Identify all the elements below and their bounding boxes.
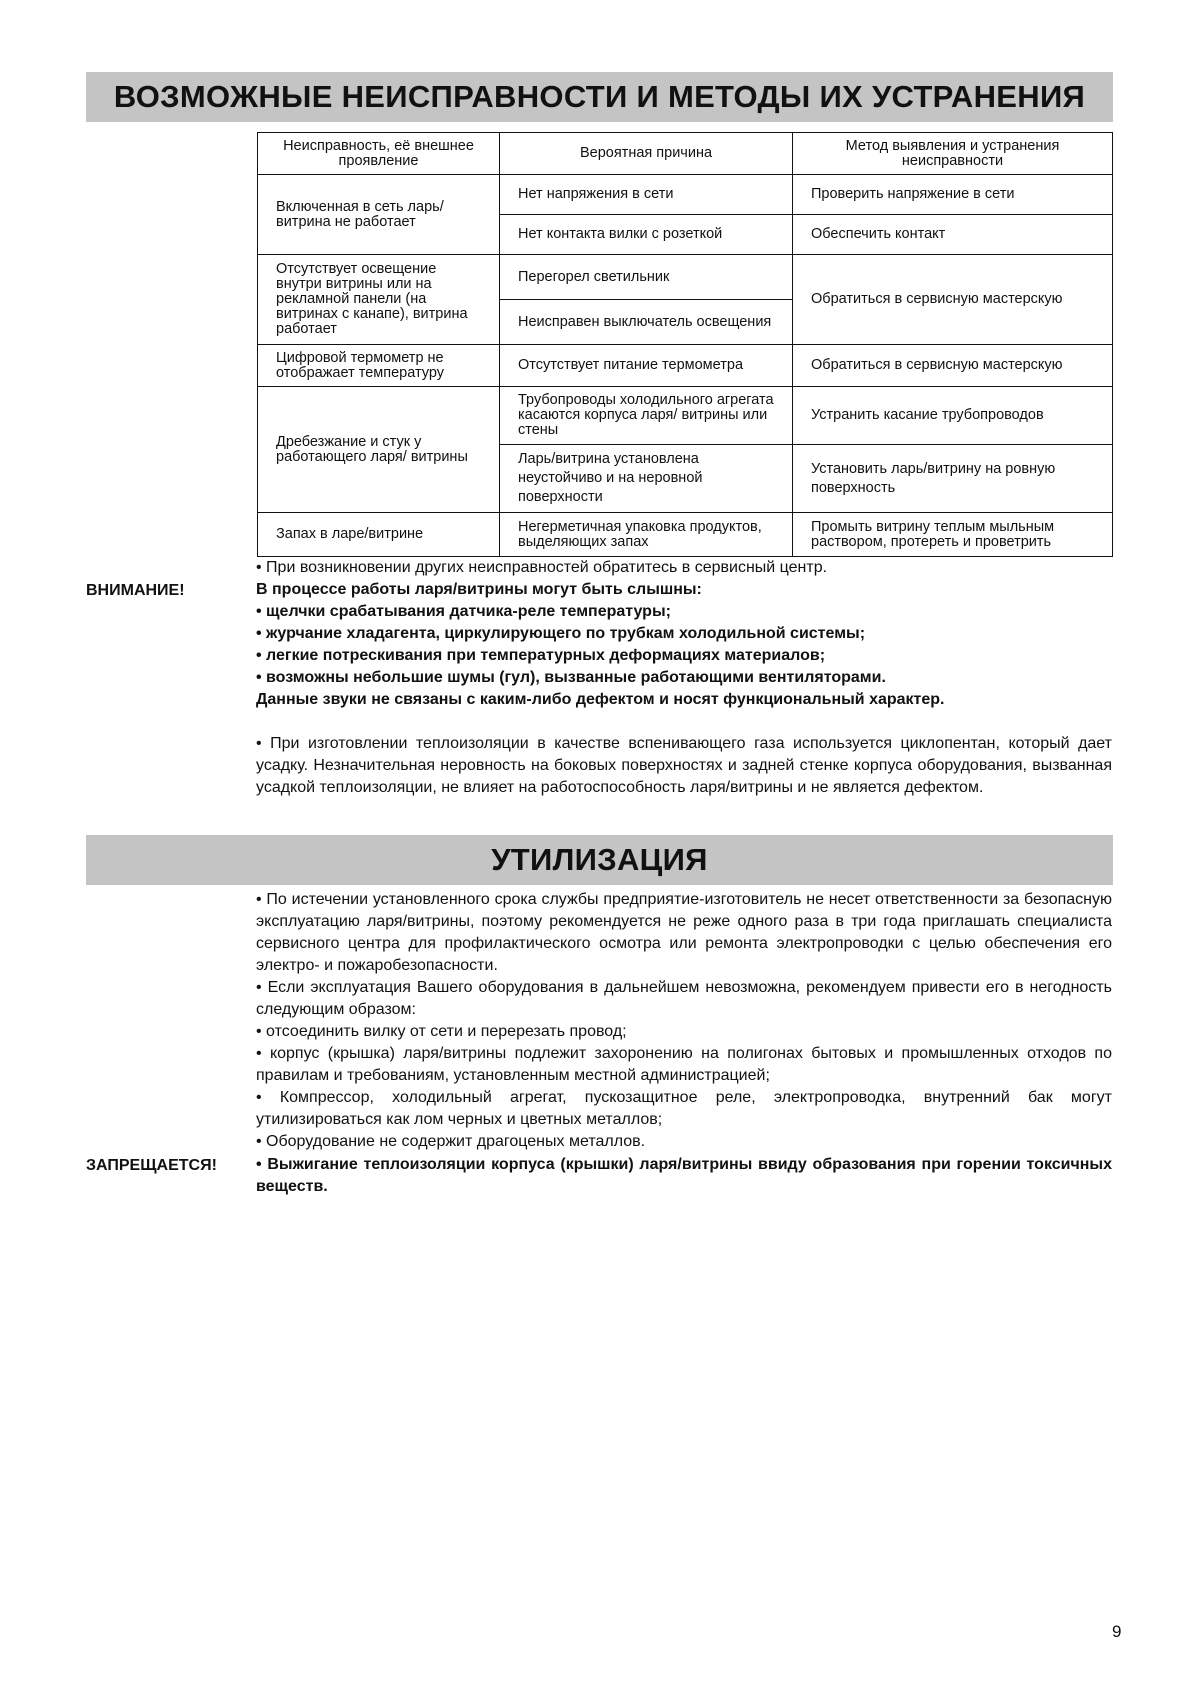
method-cell: Промыть витрину теплым мыльным раствором, протереть и проветрить xyxy=(793,513,1113,557)
section-title-disposal: УТИЛИЗАЦИЯ xyxy=(491,842,708,877)
cause-cell: Негерметичная упаковка продуктов, выделяющих запах xyxy=(500,513,793,557)
cause-cell: Перегорел светильник xyxy=(500,255,793,300)
table-row xyxy=(258,387,1113,445)
fault-cell: Включенная в сеть ларь/ витрина не работает xyxy=(258,175,500,255)
method-cell: Обеспечить контакт xyxy=(793,215,1113,255)
cause-cell: Трубопроводы холодильного агрегата касаются корпуса ларя/ витрины или стены xyxy=(500,387,793,445)
header-fault: Неисправность, её внешнее проявление xyxy=(258,133,500,175)
section-banner-faults xyxy=(86,72,1113,122)
attention-block xyxy=(256,579,1112,711)
cause-cell: Ларь/витрина установлена неустойчиво и на неровной поверхности xyxy=(500,445,793,513)
header-cause: Вероятная причина xyxy=(500,133,793,175)
attention-line: • легкие потрескивания при температурных деформациях материалов; xyxy=(256,647,826,664)
disposal-paragraph: • Компрессор, холодильный агрегат, пускозащитное реле, электропроводка, внутренний бак могут утилизироваться как лом черных и цветных металлов; xyxy=(256,1089,1112,1128)
section-banner-disposal xyxy=(86,835,1113,885)
method-cell: Обратиться в сервисную мастерскую xyxy=(793,345,1113,387)
prohibited-label: ЗАПРЕЩАЕТСЯ! xyxy=(86,1157,217,1174)
fault-cell: Цифровой термометр не отображает температуру xyxy=(258,345,500,387)
attention-line: • журчание хладагента, циркулирующего по трубкам холодильной системы; xyxy=(256,625,866,642)
table-row xyxy=(258,345,1113,387)
attention-line: • возможны небольшие шумы (гул), вызванные работающими вентиляторами. xyxy=(256,669,886,686)
table-row xyxy=(258,255,1113,300)
disposal-paragraph: • Если эксплуатация Вашего оборудования в дальнейшем невозможна, рекомендуем привести его в негодность следующим образом: xyxy=(256,979,1112,1018)
insulation-text: • При изготовлении теплоизоляции в качестве вспенивающего газа используется циклопентан, который дает усадку. Незначительная неровность на боковых поверхностях и задней стенке корпуса оборудования, вызванная усадкой теплоизоляции, не влияет на работоспособность ларя/витрины и не является дефектом. xyxy=(256,735,1112,796)
disposal-block xyxy=(256,889,1112,1153)
page-number: 9 xyxy=(1112,1622,1122,1641)
cause-cell: Неисправен выключатель освещения xyxy=(500,300,793,345)
header-method: Метод выявления и устранения неисправности xyxy=(793,133,1113,175)
faults-table xyxy=(257,132,1113,557)
prohibited-text: • Выжигание теплоизоляции корпуса (крышки) ларя/витрины ввиду образования при горении токсичных веществ. xyxy=(256,1156,1112,1195)
fault-cell: Запах в ларе/витрине xyxy=(258,513,500,557)
attention-line: Данные звуки не связаны с каким-либо дефектом и носят функциональный характер. xyxy=(256,691,945,708)
note-text: • При возникновении других неисправностей обратитесь в сервисный центр. xyxy=(256,559,828,576)
section-title-faults: ВОЗМОЖНЫЕ НЕИСПРАВНОСТИ И МЕТОДЫ ИХ УСТРАНЕНИЯ xyxy=(113,79,1086,114)
attention-label: ВНИМАНИЕ! xyxy=(86,582,185,599)
table-row xyxy=(258,513,1113,557)
method-cell: Установить ларь/витрину на ровную поверхность xyxy=(793,445,1113,513)
attention-line: • щелчки срабатывания датчика-реле температуры; xyxy=(256,603,671,620)
attention-line: В процессе работы ларя/витрины могут быть слышны: xyxy=(256,581,702,598)
prohibited-block xyxy=(256,1154,1112,1198)
insulation-note xyxy=(256,733,1112,799)
fault-cell: Отсутствует освещение внутри витрины или на рекламной панели (на витринах с канапе), витрина работает xyxy=(258,255,500,345)
disposal-paragraph: • Оборудование не содержит драгоценых металлов. xyxy=(256,1133,646,1150)
disposal-paragraph: • По истечении установленного срока службы предприятие-изготовитель не несет ответственности за безопасную эксплуатацию ларя/витрины, поэтому рекомендуется не реже одного раза в три года приглашать специалиста сервисного центра для профилактического осмотра или ремонта электропроводки с целью обеспечения его электро- и пожаробезопасности. xyxy=(256,891,1112,974)
table-header-row xyxy=(258,133,1113,175)
method-cell: Устранить касание трубопроводов xyxy=(793,387,1113,445)
table-row xyxy=(258,175,1113,215)
cause-cell: Отсутствует питание термометра xyxy=(500,345,793,387)
method-cell: Обратиться в сервисную мастерскую xyxy=(793,255,1113,345)
note-other-faults xyxy=(256,557,1112,579)
cause-cell: Нет напряжения в сети xyxy=(500,175,793,215)
fault-cell: Дребезжание и стук у работающего ларя/ витрины xyxy=(258,387,500,513)
cause-cell: Нет контакта вилки с розеткой xyxy=(500,215,793,255)
method-cell: Проверить напряжение в сети xyxy=(793,175,1113,215)
disposal-paragraph: • отсоединить вилку от сети и перерезать провод; xyxy=(256,1023,627,1040)
disposal-paragraph: • корпус (крышка) ларя/витрины подлежит захоронению на полигонах бытовых и промышленных отходов по правилам и требованиям, установленным местной администрацией; xyxy=(256,1045,1112,1084)
